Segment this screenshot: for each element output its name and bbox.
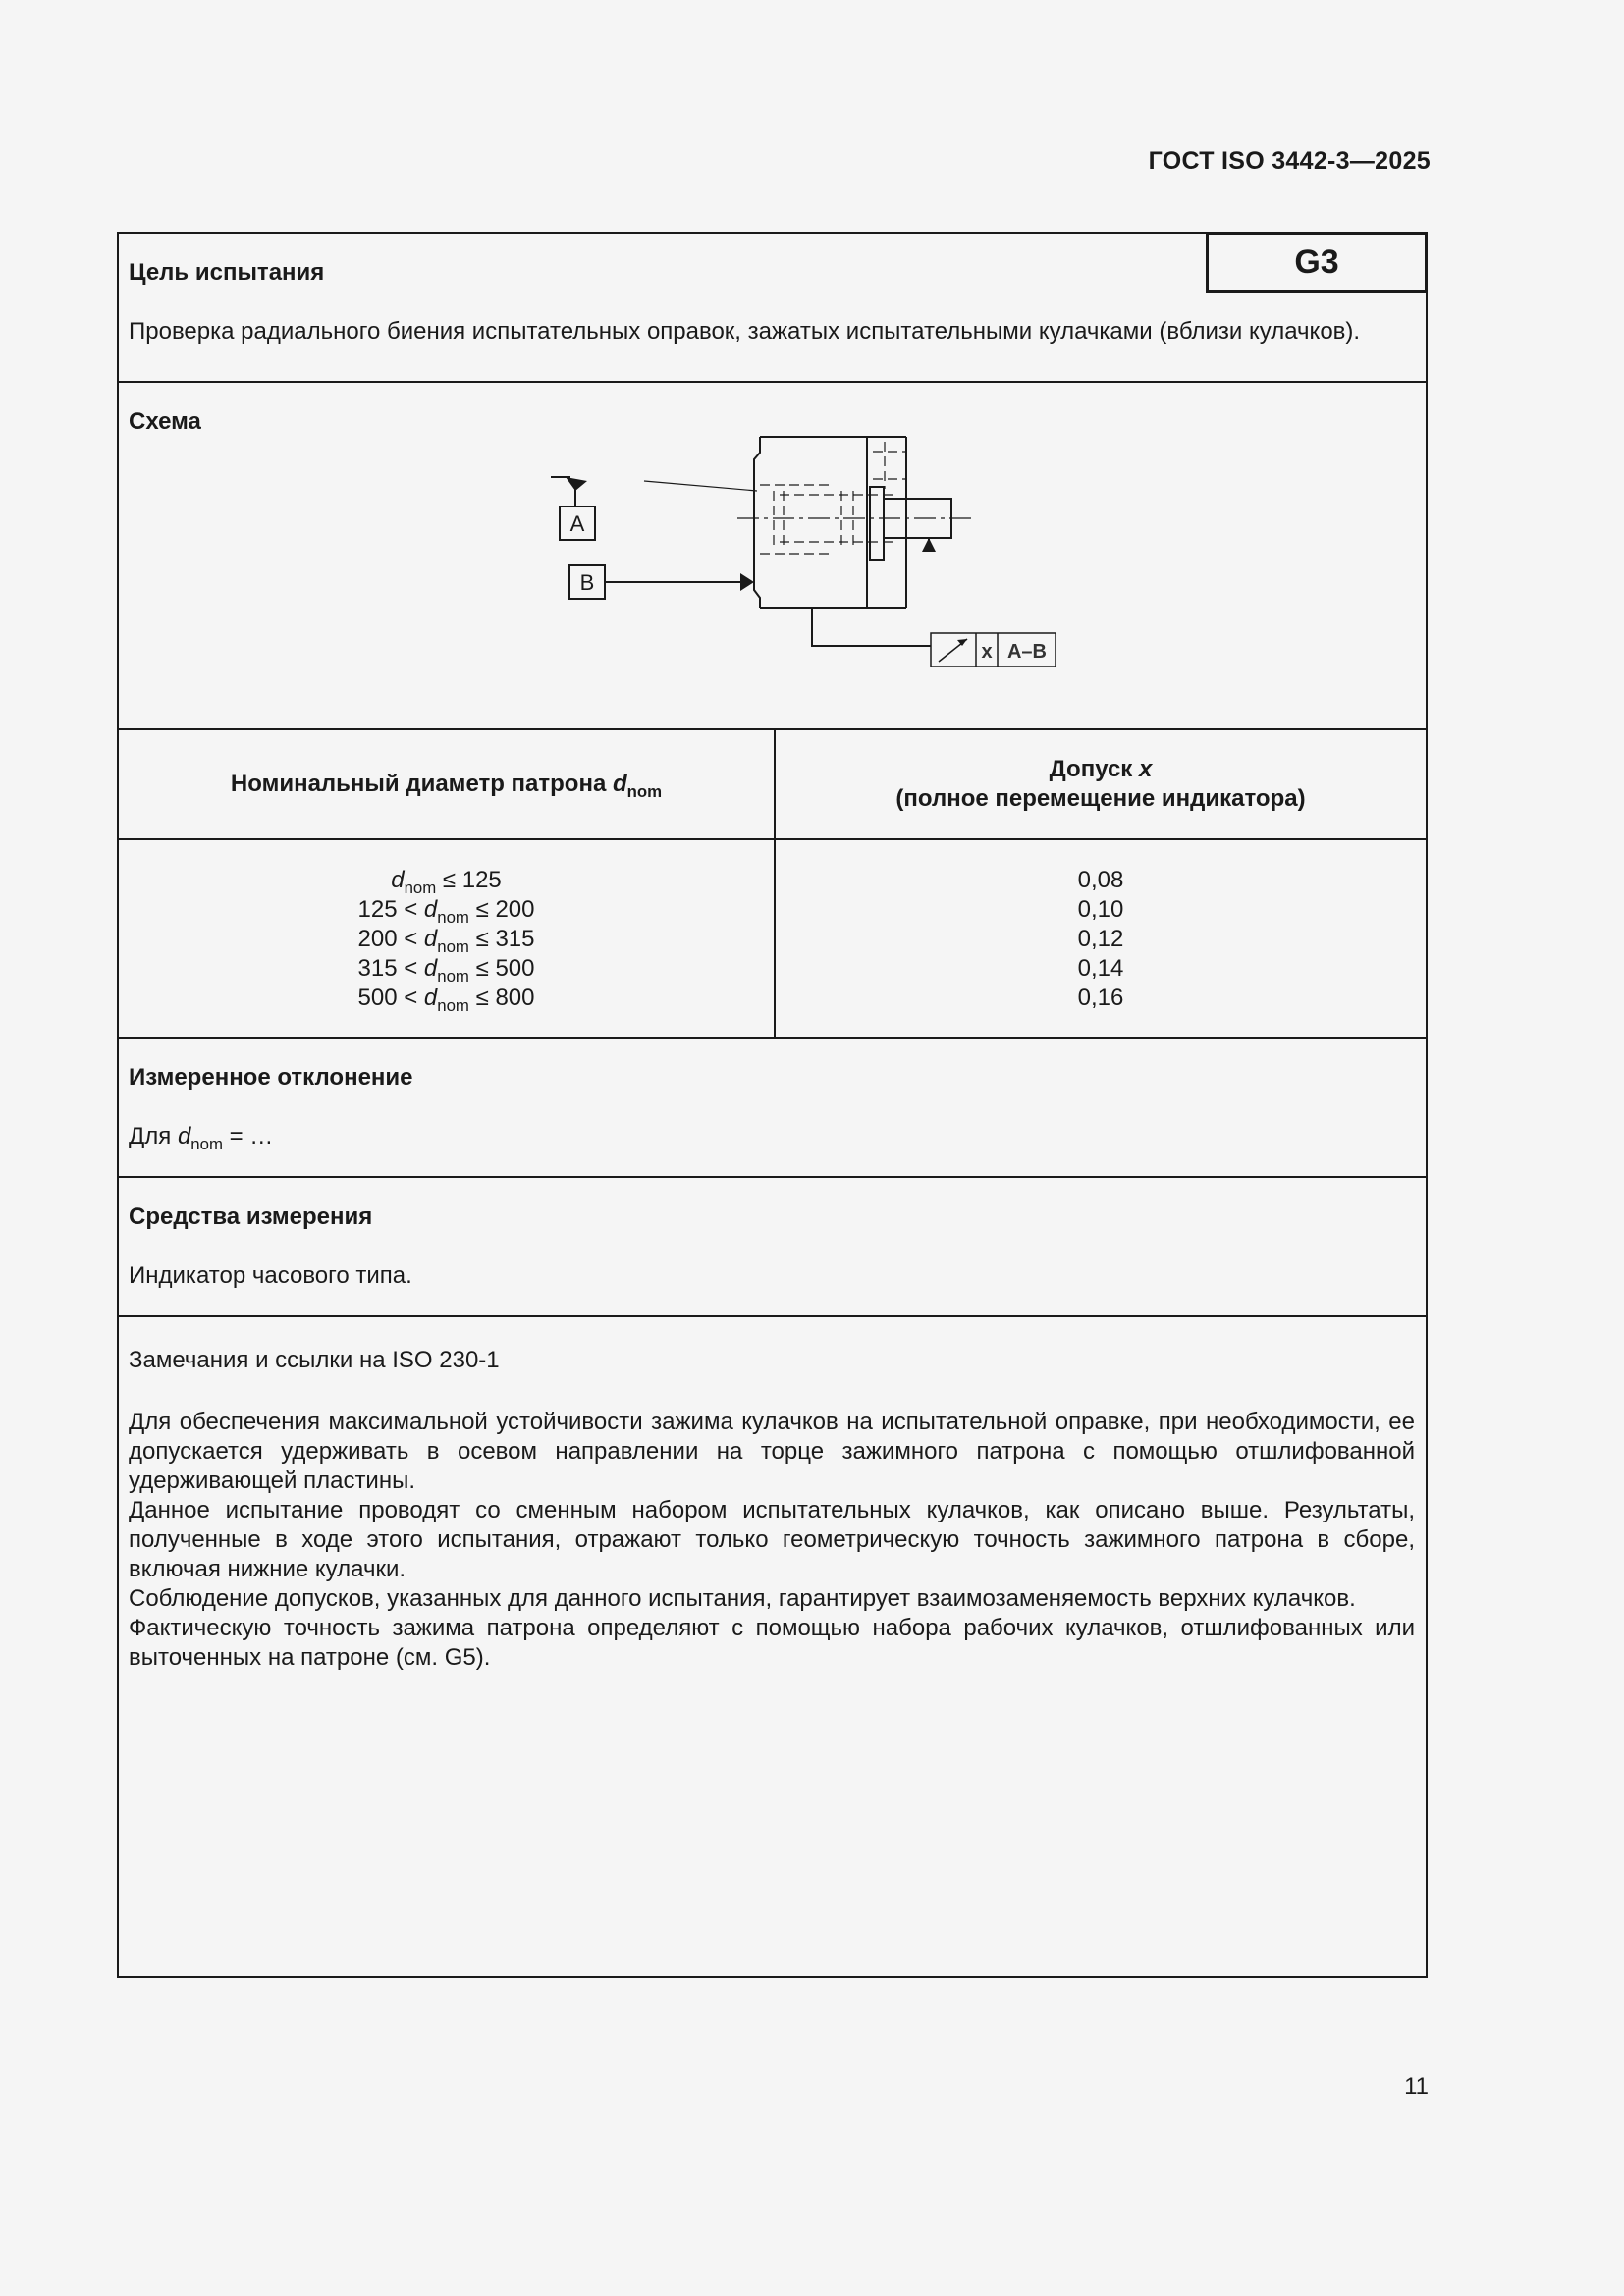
notes-paragraph: Данное испытание проводят со сменным набором испытательных кулачков, как описано выше. Результаты, полученные в ходе этого испытания, отражают только геометрическую точность зажимного патрона в сборе, включая нижние кулачки. (129, 1497, 1415, 1582)
tolerance-value-column (776, 840, 1426, 1037)
notes-section (119, 1317, 1426, 1976)
tolerance-value: 0,08 (1077, 867, 1124, 893)
table-row: $315 < d_{nom} \le 500$ (357, 955, 535, 986)
notes-paragraph: Для обеспечения максимальной устойчивости зажима кулачков на испытательной оправке, при необходимости, ее допускается удерживать в осевом направлении на торце зажимного патрона с помощью отшлифованной удерживающей пластины. (129, 1409, 1415, 1494)
notes-title: Замечания и ссылки на ISO 230-1 (129, 1347, 500, 1373)
measured-section (119, 1039, 1426, 1178)
datum-b (569, 565, 754, 599)
datum-a-leader (551, 477, 757, 507)
tolerance-table (119, 730, 1426, 1039)
test-setup-diagram (551, 430, 1048, 695)
tolerance-leader (812, 538, 936, 646)
test-mandrel (870, 487, 951, 560)
purpose-section (119, 234, 1426, 383)
col-header-tolerance: Допуск x (полное перемещение индикатора) (776, 730, 1426, 840)
tolerance-value: 0,16 (1077, 985, 1124, 1011)
feature-control-frame (931, 633, 1056, 667)
table-row: $d_{nom} \le 125$ (391, 867, 502, 897)
diameter-range-column (119, 840, 776, 1037)
purpose-text: Проверка радиального биения испытательных оправок, зажатых испытательными кулачками (вблизи кулачков). (129, 318, 1361, 345)
frame-datums: A–B (1006, 641, 1048, 663)
notes-paragraph: Фактическую точность зажима патрона определяют с помощью набора рабочих кулачков, отшлифованных или выточенных на патроне (см. G5). (129, 1615, 1415, 1671)
table-row: $125 < d_{nom} \le 200$ (357, 896, 535, 927)
datum-a-label: A (569, 511, 585, 536)
document-code: ГОСТ ISO 3442-3—2025 (1148, 147, 1431, 175)
frame-tolerance: x (981, 641, 993, 663)
notes-body (129, 1408, 1415, 1673)
diagram-label: Схема (129, 408, 201, 435)
purpose-label: Цель испытания (129, 259, 325, 286)
notes-paragraph: Соблюдение допусков, указанных для данного испытания, гарантирует взаимозаменяемость верхних кулачков. (129, 1585, 1356, 1612)
table-row: $200 < d_{nom} \le 315$ (357, 926, 535, 956)
measured-label: Измеренное отклонение (129, 1064, 413, 1091)
test-id-box: G3 (1206, 232, 1428, 293)
datum-b-label: B (579, 570, 595, 595)
diagram-section (119, 383, 1426, 730)
measured-text: Для $d_{nom}$ = … (129, 1123, 274, 1153)
page-number: 11 (1404, 2073, 1429, 2100)
tolerance-value: 0,14 (1077, 955, 1124, 982)
instruments-section (119, 1178, 1426, 1317)
col-header-diameter: Номинальный диаметр патрона $d_{nom}$ (119, 730, 776, 840)
tolerance-value: 0,10 (1077, 896, 1124, 923)
instruments-text: Индикатор часового типа. (129, 1262, 412, 1289)
instruments-label: Средства измерения (129, 1203, 373, 1230)
table-row: $500 < d_{nom} \le 800$ (357, 985, 535, 1015)
datum-a (560, 507, 595, 540)
test-sheet (117, 232, 1428, 1978)
tolerance-value: 0,12 (1077, 926, 1124, 952)
